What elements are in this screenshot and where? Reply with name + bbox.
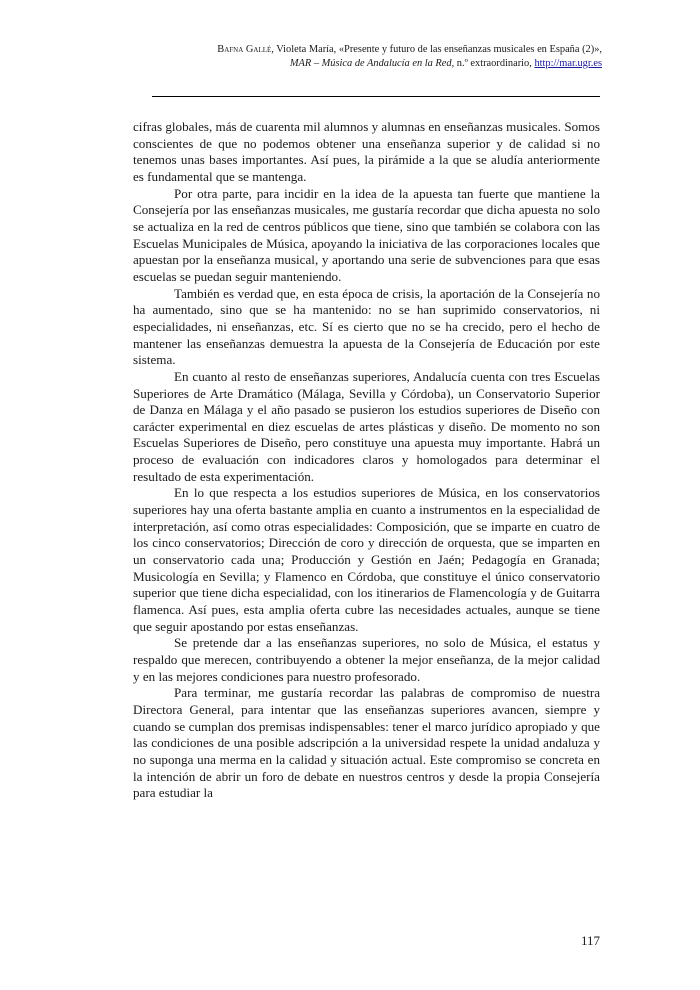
paragraph: Para terminar, me gustaría recordar las palabras de compromiso de nuestra Directora General, para intentar que las enseñanzas superiores avancen, siempre y cuando se cumplan dos premisas indispensables: tener el marco jurídico apropiado y que las condiciones de una posible adscripción a la universidad respete la unidad andaluza y no suponga una merma en la calidad y situación actual. Este compromiso se concreta en la intención de abrir un foro de debate en nuestros centros y desde la propia Consejería para estudiar la	[133, 685, 600, 801]
header-divider	[152, 96, 600, 97]
paragraph: Se pretende dar a las enseñanzas superiores, no solo de Música, el estatus y respaldo que merecen, contribuyendo a obtener la mejor enseñanza, de la mejor calidad y en las mejores condiciones para nuestro profesorado.	[133, 635, 600, 684]
paragraph: En lo que respecta a los estudios superiores de Música, en los conservatorios superiores hay una oferta bastante amplia en cuanto a instrumentos en la especialidad de interpretación, así como otras especialidades: Composición, que se imparte en cuatro de los cinco conservatorios; Dirección de coro y dirección de orquesta, que se imparten en un conservatorio cada una; Producción y Gestión en Jaén; Pedagogía en Granada; Musicología en Sevilla; y Flamenco en Córdoba, que constituye el único conservatorio superior que tiene dicha especialidad, con los itinerarios de Flamencología y de Guitarra flamenca. Así pues, esta amplia oferta cubre las necesidades actuales, aunque se tiene que seguir apostando por estas enseñanzas.	[133, 485, 600, 634]
paragraph: cifras globales, más de cuarenta mil alumnos y alumnas en enseñanzas musicales. Somos conscientes de que no podemos obtener una enseñanza superior y de calidad si no tenemos unas bases importantes. Así pues, la pirámide a la que se aludía anteriormente es fundamental que se mantenga.	[133, 119, 600, 184]
paragraph: También es verdad que, en esta época de crisis, la aportación de la Consejería no ha aumentado, sino que se ha mantenido: no se han suprimido conservatorios, ni especialidades, ni enseñanzas, etc. Sí es cierto que no se ha crecido, pero el hecho de mantener las enseñanzas demuestra la apuesta de la Consejería de Educación por este sistema.	[133, 285, 600, 368]
header-journal: MAR – Música de Andalucía en la Red	[289, 58, 452, 69]
running-header	[102, 43, 602, 71]
page-number: 117	[580, 933, 600, 948]
header-issue: , n.º extraordinario,	[451, 58, 535, 69]
body-text	[133, 119, 600, 802]
header-url-link[interactable]: http://mar.ugr.es	[534, 58, 602, 69]
paragraph: En cuanto al resto de enseñanzas superiores, Andalucía cuenta con tres Escuelas Superiores de Arte Dramático (Málaga, Sevilla y Córdoba), un Conservatorio Superior de Danza en Málaga y el año pasado se pusieron los estudios superiores de Diseño con carácter experimental en diez escuelas de artes plásticas y diseño. De momento no son Escuelas Superiores de Diseño, pero constituye una apuesta muy importante. Habrá un proceso de evaluación con indicadores claros y homologados para determinar el resultado de esta experimentación.	[133, 368, 600, 484]
header-author-surname: Bafna Gallé	[217, 44, 272, 55]
header-citation: , Violeta María, «Presente y futuro de las enseñanzas musicales en España (2)»,	[271, 44, 602, 55]
paragraph: Por otra parte, para incidir en la idea de la apuesta tan fuerte que mantiene la Consejería por las enseñanzas musicales, me gustaría recordar que dicha apuesta no solo se actualiza en la red de centros públicos que tiene, sino que también se colabora con las Escuelas Municipales de Música, apoyando la iniciativa de las corporaciones locales que apuestan por la enseñanza musical, y aportando una serie de subvenciones para que esas escuelas se puedan seguir manteniendo.	[133, 185, 600, 284]
